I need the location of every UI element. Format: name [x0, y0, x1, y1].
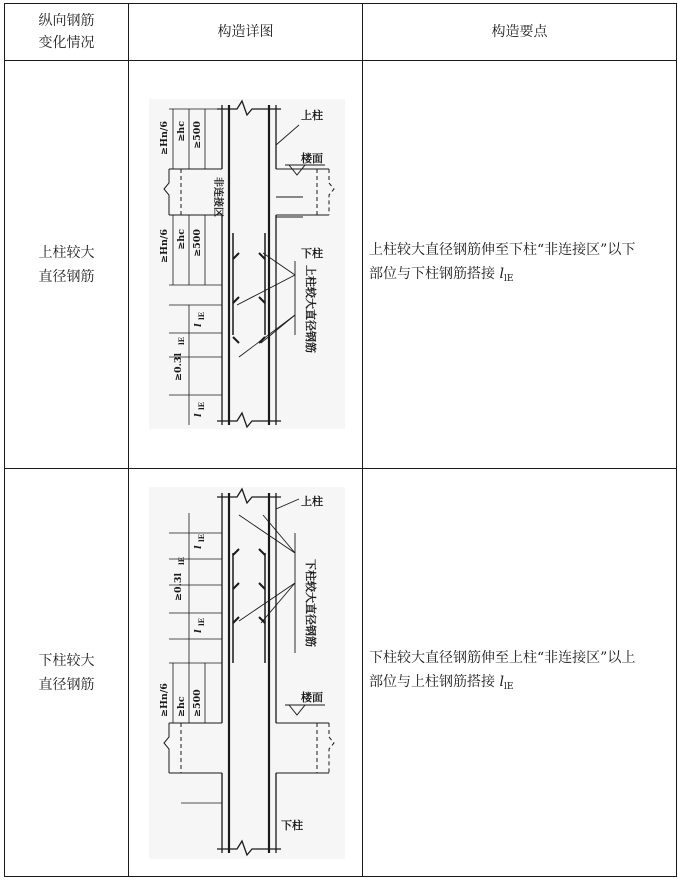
dim-lle-2-sub: lE [197, 401, 206, 410]
dim-hn6-upper: ≥Hn/6 [159, 120, 170, 155]
key-point-line1: 下柱较大直径钢筋伸至上柱“非连接区”以上 [369, 650, 636, 666]
lap-length-subscript: lE [503, 274, 514, 284]
header-rebar-change-line2: 变化情况 [38, 35, 95, 51]
dim-hn6-lower: ≥Hn/6 [159, 228, 170, 263]
dim-lle-2-sub: lE [197, 617, 206, 626]
lower-larger-bar-diagram [129, 473, 363, 873]
dim-hc-upper: ≥hc [176, 120, 187, 142]
case-line1: 下柱较大 [38, 652, 95, 669]
dim-lle-1: l [193, 322, 204, 327]
dim-03lle-sub: lE [177, 556, 186, 565]
lap-length-symbol: l [499, 266, 504, 282]
dim-lle-1-sub: lE [197, 533, 206, 542]
table-header-row [5, 4, 677, 61]
table-row [5, 469, 677, 877]
header-detail-drawing: 构造详图 [129, 4, 363, 61]
upper-larger-bar-diagram [129, 65, 363, 465]
key-point-line2-text: 部位与上柱钢筋搭接 [369, 674, 500, 690]
header-rebar-change-line1: 纵向钢筋 [38, 13, 95, 29]
lower-column-label: 下柱 [281, 818, 303, 832]
table-row [5, 61, 677, 469]
lap-length-symbol: l [499, 674, 504, 690]
dim-hn6: ≥Hn/6 [159, 682, 170, 717]
case-cell [5, 61, 129, 469]
key-point-line1: 上柱较大直径钢筋伸至下柱“非连接区”以下 [369, 242, 636, 258]
diagram-cell [129, 469, 363, 877]
dim-500-lower: ≥500 [192, 228, 203, 257]
dim-hc: ≥hc [176, 695, 187, 717]
dim-lle-2: l [193, 628, 204, 633]
dim-500-upper: ≥500 [192, 120, 203, 149]
dim-03lle-sub: lE [177, 336, 186, 345]
dim-lle-1-sub: lE [197, 311, 206, 320]
dim-hc-lower: ≥hc [176, 228, 187, 250]
lower-bar-label: 下柱较大直径钢筋 [304, 558, 317, 647]
case-line2: 直径钢筋 [38, 268, 95, 285]
case-line2: 直径钢筋 [38, 676, 95, 693]
dim-500: ≥500 [192, 688, 203, 717]
dim-lle-1: l [193, 544, 204, 549]
upper-column-label: 上柱 [301, 108, 323, 122]
case-line1: 上柱较大 [38, 244, 95, 261]
non-connection-zone-label: 非连接区 [212, 176, 223, 217]
floor-label: 楼面 [301, 151, 323, 165]
key-point-line2 [369, 262, 670, 291]
rebar-detail-table [4, 3, 677, 877]
upper-column-label: 上柱 [301, 494, 323, 508]
key-point-line2-text: 部位与下柱钢筋搭接 [369, 266, 500, 282]
lap-length-subscript: lE [503, 682, 514, 692]
upper-bar-label: 上柱较大直径钢筋 [304, 264, 317, 353]
case-cell [5, 469, 129, 877]
key-point-line2 [369, 670, 670, 699]
header-rebar-change [5, 4, 129, 61]
lower-column-label: 下柱 [301, 246, 323, 260]
diagram-cell [129, 61, 363, 469]
key-points-cell [363, 61, 677, 469]
key-points-cell [363, 469, 677, 877]
floor-label: 楼面 [301, 690, 323, 704]
dim-lle-2: l [193, 412, 204, 417]
dim-03lle: ≥0.3l [173, 572, 184, 601]
dim-03lle: ≥0.3l [173, 352, 184, 381]
diagram-background [149, 487, 345, 859]
header-key-points: 构造要点 [363, 4, 677, 61]
